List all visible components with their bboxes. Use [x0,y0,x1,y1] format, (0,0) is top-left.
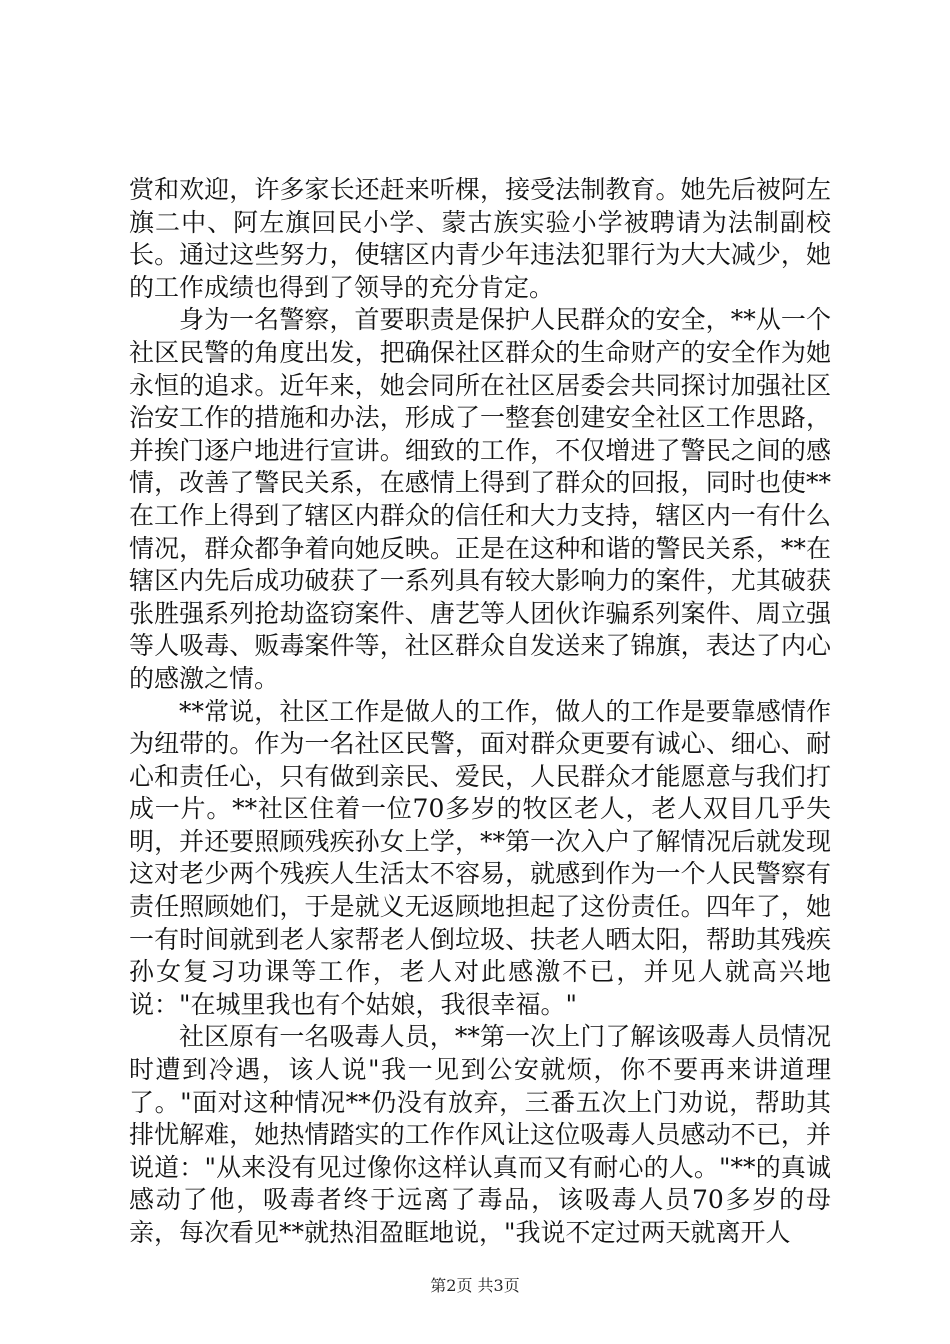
page-footer: 第2页 共3页 [430,1276,520,1295]
paragraph-3: **常说，社区工作是做人的工作，做人的工作是要靠感情作为纽带的。作为一名社区民警，面对群众更要有诚心、细心、耐心和责任心，只有做到亲民、爱民，人民群众才能愿意与我们打成一片。**社区住着一位70多岁的牧区老人，老人双目几乎失明，并还要照顾残疾孙女上学，**第一次入户了解情况后就发现这对老少两个残疾人生活太不容易，就感到作为一个人民警察有责任照顾她们，于是就义无返顾地担起了这份责任。四年了，她一有时间就到老人家帮老人倒垃圾、扶老人晒太阳，帮助其残疾孙女复习功课等工作，老人对此感激不已，并见人就高兴地说："在城里我也有个姑娘，我很幸福。" [129,696,831,1019]
document-body [129,174,831,1250]
paragraph-1: 赏和欢迎，许多家长还赶来听棵，接受法制教育。她先后被阿左旗二中、阿左旗回民小学、蒙古族实验小学被聘请为法制副校长。通过这些努力，使辖区内青少年违法犯罪行为大大减少，她的工作成绩也得到了领导的充分肯定。 [129,175,831,302]
paragraph-4: 社区原有一名吸毒人员，**第一次上门了解该吸毒人员情况时遭到冷遇，该人说"我一见到公安就烦，你不要再来讲道理了。"面对这种情况**仍没有放弃，三番五次上门劝说，帮助其排忧解难，她热情踏实的工作作风让这位吸毒人员感动不已，并说道："从来没有见过像你这样认真而又有耐心的人。"**的真诚感动了他，吸毒者终于远离了毒品，该吸毒人员70多岁的母亲，每次看见**就热泪盈眶地说，"我说不定过两天就离开人 [129,1022,831,1247]
paragraph-2: 身为一名警察，首要职责是保护人民群众的安全，**从一个社区民警的角度出发，把确保社区群众的生命财产的安全作为她永恒的追求。近年来，她会同所在社区居委会共同探讨加强社区治安工作的措施和办法，形成了一整套创建安全社区工作思路，并挨门逐户地进行宣讲。细致的工作，不仅增进了警民之间的感情，改善了警民关系，在感情上得到了群众的回报，同时也使**在工作上得到了辖区内群众的信任和大力支持，辖区内一有什么情况，群众都争着向她反映。正是在这种和谐的警民关系，**在辖区内先后成功破获了一系列具有较大影响力的案件，尤其破获张胜强系列抢劫盗窃案件、唐艺等人团伙诈骗系列案件、周立强等人吸毒、贩毒案件等，社区群众自发送来了锦旗，表达了内心的感激之情。 [129,305,831,693]
